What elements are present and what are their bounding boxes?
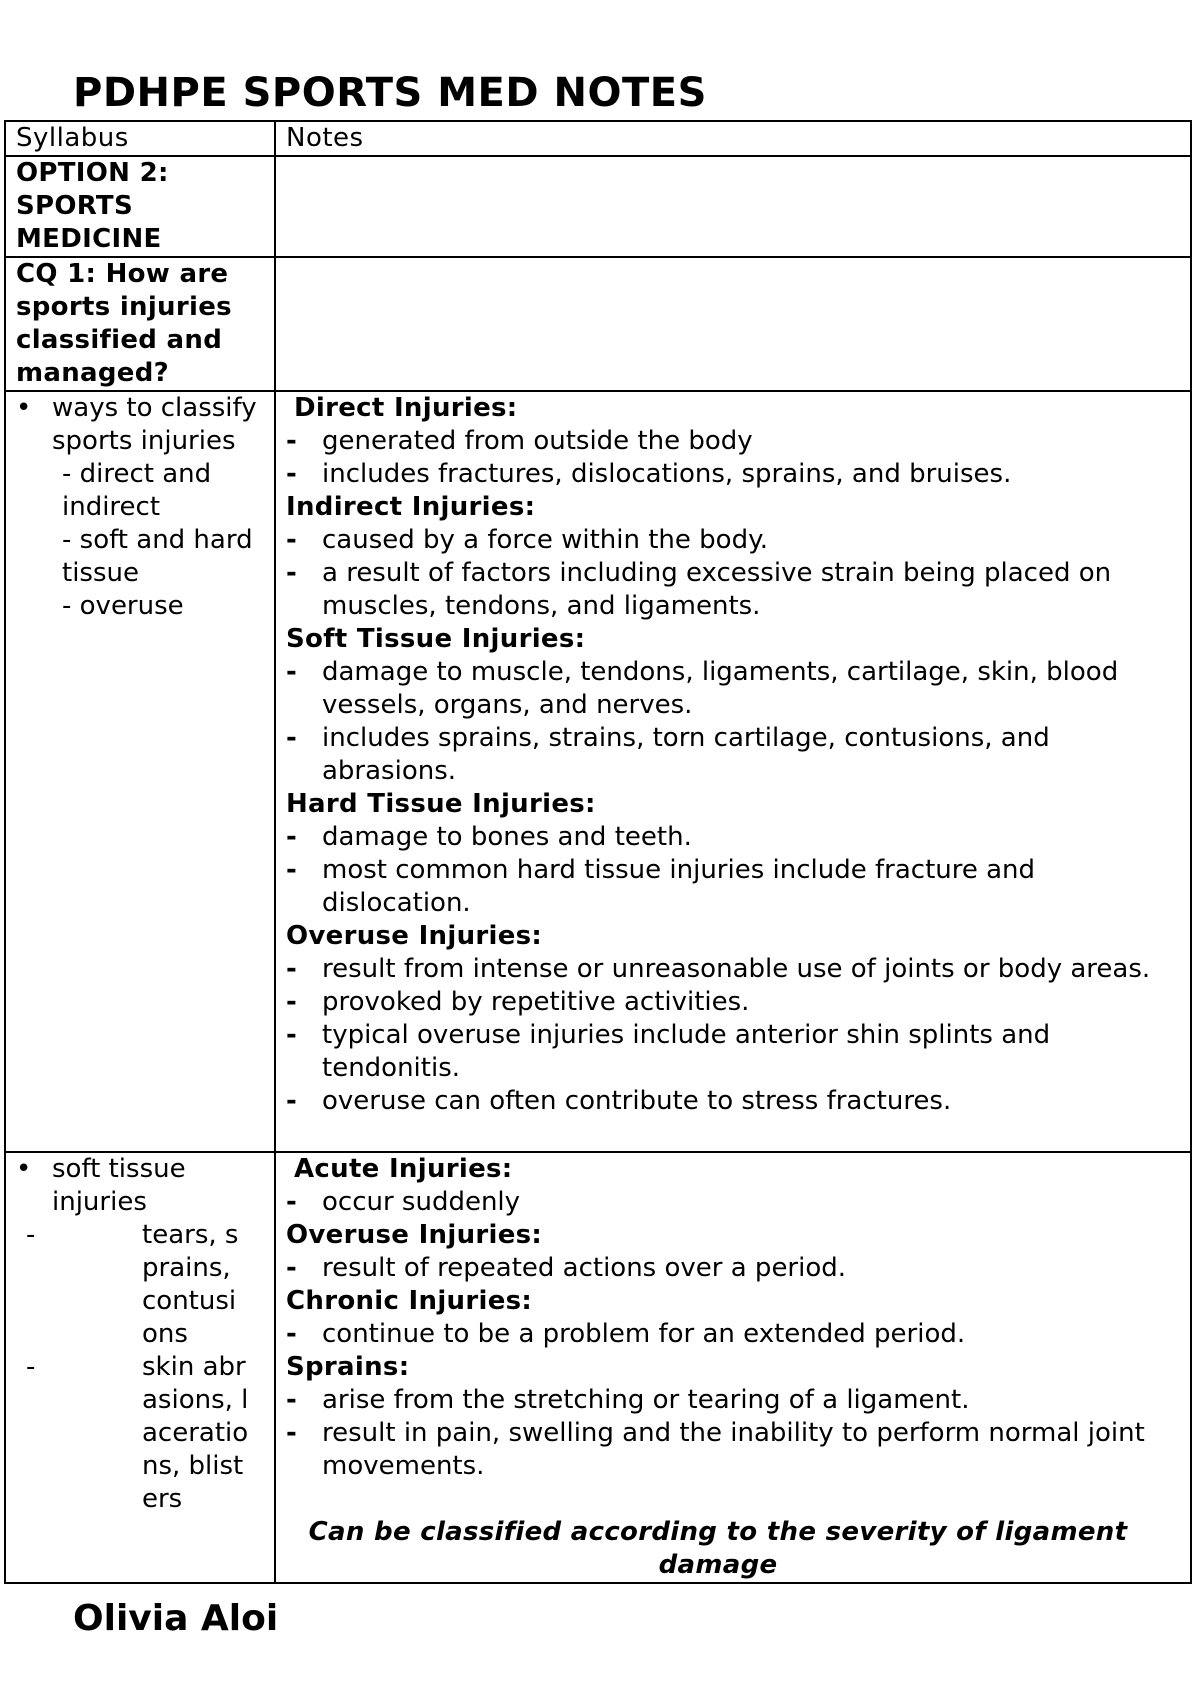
note-point: - provoked by repetitive activities. <box>286 987 750 1017</box>
table-row <box>5 257 1191 391</box>
notes-table <box>4 120 1192 1584</box>
syllabus-item: ways to classify sports injuries <box>52 393 257 456</box>
empty-notes-cell <box>275 156 1191 257</box>
notes-cell <box>275 1152 1191 1583</box>
syllabus-subitem: - soft and hard tissue <box>62 525 253 588</box>
note-point: - most common hard tissue injuries include fracture and dislocation. <box>286 855 1036 918</box>
syllabus-subitem: - direct and indirect <box>62 459 212 522</box>
note-point: - result from intense or unreasonable use of joints or body areas. <box>286 954 1151 984</box>
note-point: - result of repeated actions over a period. <box>286 1253 847 1283</box>
syllabus-cell <box>5 1152 275 1583</box>
note-heading: Overuse Injuries: <box>286 921 543 951</box>
spacer <box>286 1483 1190 1516</box>
closing-note: Can be classified according to the severity of ligament damage <box>308 1517 1128 1580</box>
notes-cell <box>275 391 1191 1152</box>
syllabus-subitem: - overuse <box>62 591 184 621</box>
syllabus-subitem: - skin abrasions, lacerations, blisters <box>26 1352 249 1514</box>
bullet-glyph: • <box>16 393 32 423</box>
option-title-cell <box>5 156 275 257</box>
header-notes: Notes <box>275 121 1191 156</box>
note-point: - occur suddenly <box>286 1187 521 1217</box>
note-point: - damage to bones and teeth. <box>286 822 692 852</box>
bullet-glyph: • <box>16 1154 32 1184</box>
note-point: - typical overuse injuries include anterior shin splints and tendonitis. <box>286 1020 1051 1083</box>
note-point: - overuse can often contribute to stress fractures. <box>286 1086 952 1116</box>
note-point: - caused by a force within the body. <box>286 525 769 555</box>
note-point: - includes sprains, strains, torn cartilage, contusions, and abrasions. <box>286 723 1050 786</box>
cq1-question: CQ 1: How are sports injuries classified and managed? <box>16 259 232 388</box>
note-heading: Indirect Injuries: <box>286 492 536 522</box>
note-heading: Overuse Injuries: <box>286 1220 543 1250</box>
empty-notes-cell <box>275 257 1191 391</box>
note-point: - includes fractures, dislocations, sprains, and bruises. <box>286 459 1012 489</box>
note-heading: Hard Tissue Injuries: <box>286 789 596 819</box>
note-point: - a result of factors including excessive strain being placed on muscles, tendons, and ligaments. <box>286 558 1112 621</box>
header-syllabus: Syllabus <box>5 121 275 156</box>
note-point: - continue to be a problem for an extended period. <box>286 1319 966 1349</box>
syllabus-bullet <box>16 392 274 623</box>
note-heading: Sprains: <box>286 1352 410 1382</box>
note-heading: Soft Tissue Injuries: <box>286 624 586 654</box>
syllabus-item: soft tissue injuries <box>52 1154 186 1217</box>
syllabus-subitem: - tears, sprains, contusions <box>26 1220 239 1349</box>
note-point: - damage to muscle, tendons, ligaments, cartilage, skin, blood vessels, organs, and nerves. <box>286 657 1119 720</box>
note-heading: Acute Injuries: <box>294 1154 513 1184</box>
note-point: - arise from the stretching or tearing of a ligament. <box>286 1385 970 1415</box>
note-point: - result in pain, swelling and the inability to perform normal joint movements. <box>286 1418 1145 1481</box>
table-header-row <box>5 121 1191 156</box>
table-row <box>5 391 1191 1152</box>
option-title: OPTION 2: SPORTS MEDICINE <box>16 158 169 254</box>
page-title: PDHPE SPORTS MED NOTES <box>73 70 707 116</box>
note-heading: Chronic Injuries: <box>286 1286 533 1316</box>
table-row <box>5 156 1191 257</box>
table-row <box>5 1152 1191 1583</box>
note-point: - generated from outside the body <box>286 426 753 456</box>
note-heading: Direct Injuries: <box>294 393 518 423</box>
syllabus-bullet <box>16 1153 274 1219</box>
cq1-cell <box>5 257 275 391</box>
author-name: Olivia Aloi <box>73 1598 279 1639</box>
syllabus-cell <box>5 391 275 1152</box>
